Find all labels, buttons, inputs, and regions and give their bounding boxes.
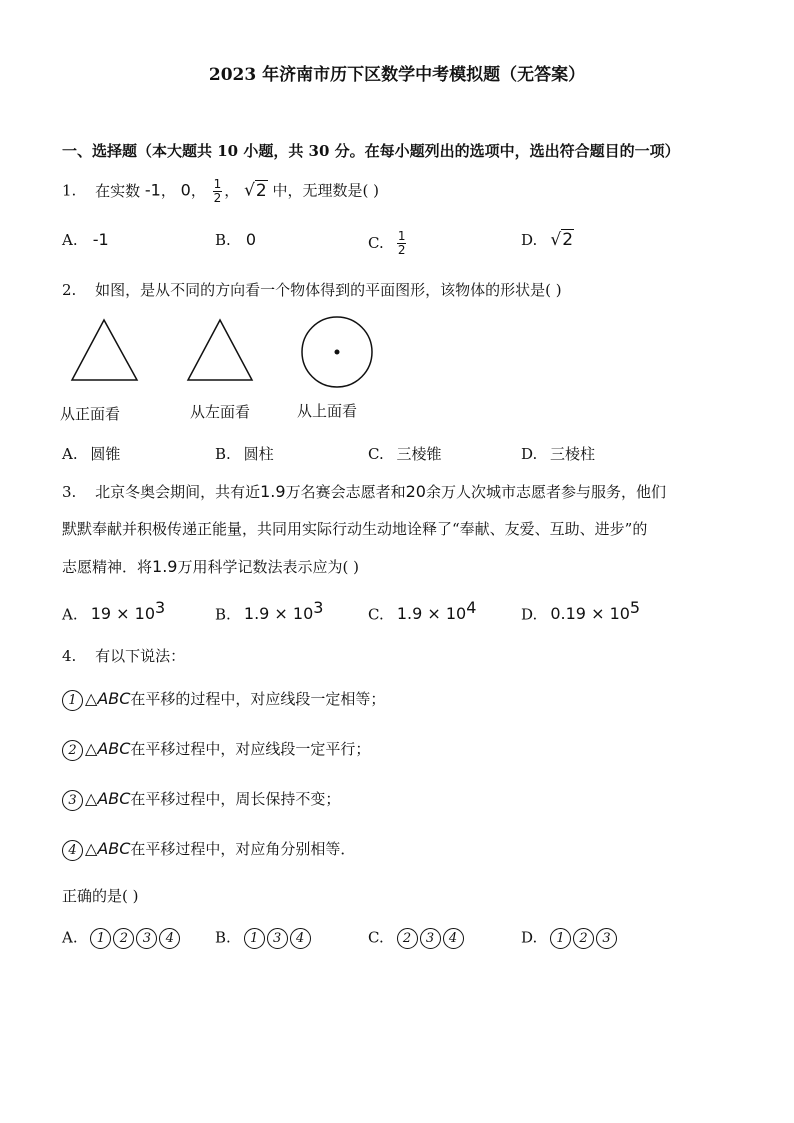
option-base: 19 × 10 [90, 604, 155, 624]
option-exponent: 3 [155, 598, 166, 617]
question-4-prompt: 正确的是( ) [62, 887, 139, 905]
question-2 [62, 279, 562, 300]
option-d [521, 928, 619, 949]
option-label: A. [62, 928, 78, 947]
option-value: 圆锥 [90, 445, 121, 463]
fraction-numerator: 1 [397, 229, 406, 243]
question-number: 1. [62, 181, 77, 200]
circled-number: 1 [62, 690, 83, 711]
statement-text: 在平移过程中，周长保持不变； [130, 790, 341, 808]
fraction-denominator: 2 [397, 243, 406, 257]
question-3-line-3 [62, 556, 359, 577]
option-base: 1.9 × 10 [396, 604, 467, 624]
option-b [215, 598, 323, 623]
question-text: 如图，是从不同的方向看一个物体得到的平面图形，该物体的形状是( ) [95, 281, 562, 299]
statement-1 [62, 688, 385, 711]
option-label: B. [215, 605, 231, 624]
option-d [521, 230, 574, 250]
sqrt-two [550, 230, 574, 250]
question-1 [62, 178, 379, 205]
question-number: 4. [62, 647, 77, 665]
question-text: 万用科学记数法表示应为( ) [177, 558, 359, 576]
option-a [62, 598, 165, 623]
circled-number: 3 [596, 928, 617, 949]
circled-number: 3 [62, 790, 83, 811]
option-label: D. [521, 445, 538, 463]
option-exponent: 5 [629, 598, 641, 617]
option-base: 1.9 × 10 [243, 604, 314, 624]
view-label-left: 从左面看 [190, 403, 251, 421]
question-suffix: 中，无理数是( ) [272, 181, 379, 200]
question-number: 3. [62, 483, 77, 501]
option-d [521, 598, 640, 623]
number-1-9: 1.9 [260, 482, 286, 501]
option-a [62, 443, 120, 464]
circled-number: 4 [62, 840, 83, 861]
question-text: 北京冬奥会期间，共有近 [95, 483, 261, 501]
three-view-figures [62, 315, 392, 395]
question-3-line-1 [62, 481, 666, 502]
question-prefix: 在实数 [95, 181, 141, 200]
sqrt-symbol: √ [550, 230, 562, 250]
question-text: 余万人次城市志愿者参与服务，他们 [425, 483, 666, 501]
sqrt-radicand: 2 [562, 230, 574, 250]
option-b [215, 928, 313, 949]
front-view-triangle [72, 320, 137, 380]
section-heading: 一、选择题（本大题共 10 小题，共 30 分。在每小题列出的选项中，选出符合题目的一项） [62, 142, 680, 160]
option-label: A. [62, 231, 78, 249]
statement-3 [62, 788, 340, 811]
number-zero: 0 [180, 180, 191, 200]
circled-number: 3 [420, 928, 441, 949]
fraction-denominator: 2 [213, 191, 222, 205]
circled-number: 4 [290, 928, 311, 949]
circled-number: 1 [244, 928, 265, 949]
sqrt-two [244, 180, 268, 201]
question-text: 志愿精神．将 [62, 558, 153, 576]
view-label-front: 从正面看 [60, 405, 121, 423]
option-label: D. [521, 605, 538, 624]
option-c [368, 443, 442, 464]
option-label: C. [368, 605, 384, 624]
circled-number: 1 [550, 928, 571, 949]
option-value: 三棱柱 [550, 445, 596, 463]
option-label: B. [215, 231, 231, 249]
option-value: 三棱锥 [396, 445, 442, 463]
page-title: 2023 年济南市历下区数学中考模拟题（无答案） [208, 65, 586, 85]
circled-number: 3 [136, 928, 157, 949]
separator: ， [160, 181, 176, 200]
circled-number: 2 [573, 928, 594, 949]
circled-number: 4 [159, 928, 180, 949]
number-20: 20 [405, 482, 426, 501]
option-label: C. [368, 445, 384, 463]
left-view-triangle [188, 320, 252, 380]
option-label: C. [368, 234, 384, 252]
option-a [62, 230, 109, 249]
option-label: B. [215, 445, 231, 463]
option-value: 0 [245, 230, 257, 249]
triangle-symbol: △ [85, 839, 98, 858]
option-b [215, 230, 256, 249]
separator: ， [224, 181, 240, 200]
option-exponent: 3 [313, 598, 324, 617]
triangle-name: ABC [97, 689, 131, 708]
circled-number: 2 [62, 740, 83, 761]
sqrt-symbol: √ [244, 180, 255, 201]
option-label: D. [521, 928, 538, 947]
statement-4 [62, 838, 355, 861]
circled-number: 2 [113, 928, 134, 949]
option-b [215, 443, 274, 464]
number-neg-one: -1 [144, 180, 161, 200]
option-a [62, 928, 182, 949]
circled-number: 3 [267, 928, 288, 949]
triangle-symbol: △ [85, 789, 98, 808]
triangle-name: ABC [97, 839, 131, 858]
circled-number: 1 [90, 928, 111, 949]
question-number: 2. [62, 281, 77, 299]
option-label: A. [62, 605, 78, 624]
option-c [368, 230, 408, 257]
statement-2 [62, 738, 370, 761]
option-value: -1 [92, 230, 109, 249]
statement-text: 在平移过程中，对应线段一定平行； [130, 740, 371, 758]
sqrt-radicand: 2 [255, 180, 267, 201]
option-label: A. [62, 445, 78, 463]
option-base: 0.19 × 10 [550, 604, 630, 624]
triangle-name: ABC [97, 739, 131, 758]
question-text: 有以下说法： [95, 647, 186, 665]
question-4 [62, 645, 185, 666]
option-exponent: 4 [466, 598, 477, 617]
triangle-symbol: △ [85, 739, 98, 758]
option-c [368, 598, 476, 623]
question-3-line-2: 默默奉献并积极传递正能量，共同用实际行动生动地诠释了“奉献、友爱、互助、进步”的 [62, 520, 648, 538]
fraction-half [213, 178, 223, 205]
fraction-numerator: 1 [213, 177, 222, 191]
triangle-name: ABC [97, 789, 131, 808]
option-label: B. [215, 928, 231, 947]
top-view-center-dot [335, 350, 340, 355]
option-label: C. [368, 928, 384, 947]
option-d [521, 443, 595, 464]
number-1-9: 1.9 [152, 557, 178, 576]
option-c [368, 928, 466, 949]
option-label: D. [521, 231, 538, 249]
triangle-symbol: △ [85, 689, 98, 708]
question-text: 万名赛会志愿者和 [285, 483, 406, 501]
fraction-half [397, 230, 407, 257]
view-label-top: 从上面看 [297, 402, 358, 420]
circled-number: 2 [397, 928, 418, 949]
option-value: 圆柱 [243, 445, 274, 463]
separator: ， [190, 181, 206, 200]
statement-text: 在平移过程中，对应角分别相等． [130, 840, 356, 858]
circled-number: 4 [443, 928, 464, 949]
statement-text: 在平移的过程中，对应线段一定相等； [130, 690, 386, 708]
